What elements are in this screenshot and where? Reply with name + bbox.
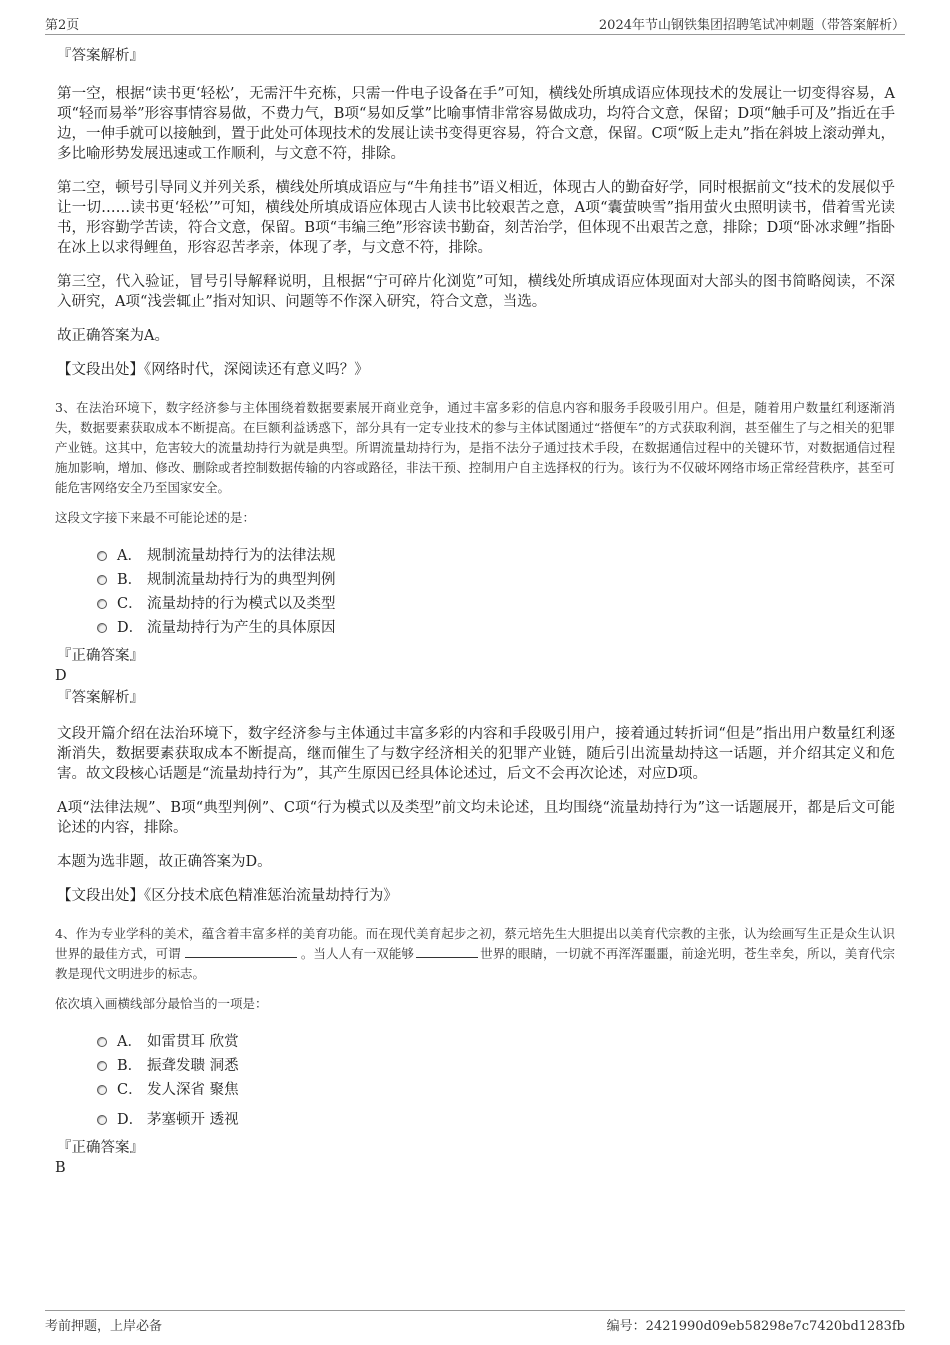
page-header bbox=[45, 14, 905, 35]
analysis-paragraph: 本题为选非题，故正确答案为D。 bbox=[57, 854, 272, 870]
option-text: 如雷贯耳 欣赏 bbox=[147, 1034, 239, 1050]
document-id: 编号：2421990d09eb58298e7c7420bd1283fb bbox=[606, 1319, 905, 1334]
option-list bbox=[97, 1030, 895, 1132]
correct-answer-value: B bbox=[55, 1160, 66, 1176]
question-stem: 4、作为专业学科的美术，蕴含着丰富多样的美育功能。而在现代美育起步之初，蔡元培先生大胆提出以美育代宗教的主张，认为绘画写生正是众生认识世界的最佳方式，可谓 。当人人有一双能够 世界的眼睛，一切就不再浑浑噩噩，前途光明，苍生幸矣，所以，美育代宗教是现代文明进步的标志。 bbox=[55, 926, 895, 981]
document-body bbox=[55, 46, 895, 1180]
radio-button[interactable] bbox=[97, 599, 107, 609]
option-text: 茅塞顿开 透视 bbox=[147, 1112, 239, 1128]
option-a[interactable]: A． 规制流量劫持行为的法律法规 bbox=[97, 544, 895, 568]
page-number: 第2页 bbox=[45, 18, 80, 33]
analysis-label: 『答案解析』 bbox=[57, 48, 144, 64]
analysis-paragraph: 第一空，根据“读书更‘轻松’，无需汗牛充栋，只需一件电子设备在手”可知，横线处所填成语应体现技术的发展让一切变得容易，A项“轻而易举”形容事情容易做，不费力气，B项“易如反掌”比喻事情非常容易做成功，均符合文意，保留；D项“触手可及”指近在手边，一伸手就可以接触到，置于此处可体现技术的发展让读书变得更容易，符合文意，保留。C项“阪上走丸”指在斜坡上滚动弹丸，多比喻形势发展迅速或工作顺利，与文意不符，排除。 bbox=[57, 86, 895, 162]
analysis-paragraph: 故正确答案为A。 bbox=[57, 328, 169, 344]
option-text: 规制流量劫持行为的典型判例 bbox=[147, 572, 336, 588]
option-list bbox=[97, 544, 895, 640]
option-d[interactable]: D． 流量劫持行为产生的具体原因 bbox=[97, 616, 895, 640]
radio-button[interactable] bbox=[97, 623, 107, 633]
radio-button[interactable] bbox=[97, 1061, 107, 1071]
page-footer bbox=[45, 1310, 905, 1333]
fill-blank bbox=[185, 945, 297, 958]
analysis-paragraph: A项“法律法规”、B项“典型判例”、C项“行为模式以及类型”前文均未论述，且均围绕“流量劫持行为”这一话题展开，都是后文可能论述的内容，排除。 bbox=[57, 800, 895, 836]
question-stem: 3、在法治环境下，数字经济参与主体围绕着数据要素展开商业竞争，通过丰富多彩的信息内容和服务手段吸引用户。但是，随着用户数量红利逐渐消失，数据要素获取成本不断提高。在巨额利益诱惑下，部分具有一定专业技术的参与主体试图通过“搭便车”的方式获取利润，甚至催生了与之相关的犯罪产业链。这其中，危害较大的流量劫持行为就是典型。所谓流量劫持行为，是指不法分子通过技术手段，在数据通信过程中的关键环节，对数据通信过程施加影响，增加、修改、删除或者控制数据传输的内容或路径，非法干预、控制用户自主选择权的行为。该行为不仅破坏网络市场正常经营秩序，甚至可能危害网络安全乃至国家安全。 bbox=[55, 400, 895, 495]
correct-answer-label: 『正确答案』 bbox=[57, 1140, 144, 1156]
radio-button[interactable] bbox=[97, 1037, 107, 1047]
radio-button[interactable] bbox=[97, 1115, 107, 1125]
analysis-paragraph: 第二空，顿号引导同义并列关系，横线处所填成语应与“牛角挂书”语义相近，体现古人的勤奋好学，同时根据前文“技术的发展似乎让一切……读书更‘轻松’”可知，横线处所填成语应体现古人读书比较艰苦之意，A项“囊萤映雪”指用萤火虫照明读书，借着雪光读书，形容勤学苦读，符合文意，保留。B项“韦编三绝”形容读书勤奋，刻苦治学，但体现不出艰苦之意，排除；D项“卧冰求鲤”指卧在冰上以求得鲤鱼，形容忍苦孝亲，体现了孝，与文意不符，排除。 bbox=[57, 180, 895, 256]
option-c[interactable]: C． 发人深省 聚焦 bbox=[97, 1078, 895, 1102]
document-title: 2024年节山钢铁集团招聘笔试冲刺题（带答案解析） bbox=[598, 18, 905, 33]
option-text: 流量劫持行为产生的具体原因 bbox=[147, 620, 336, 636]
option-d[interactable]: D． 茅塞顿开 透视 bbox=[97, 1108, 895, 1132]
option-c[interactable]: C． 流量劫持的行为模式以及类型 bbox=[97, 592, 895, 616]
footer-slogan: 考前押题，上岸必备 bbox=[45, 1319, 163, 1334]
option-text: 流量劫持的行为模式以及类型 bbox=[147, 596, 336, 612]
option-a[interactable]: A． 如雷贯耳 欣赏 bbox=[97, 1030, 895, 1054]
option-b[interactable]: B． 规制流量劫持行为的典型判例 bbox=[97, 568, 895, 592]
passage-source: 【文段出处】《区分技术底色精准惩治流量劫持行为》 bbox=[57, 888, 398, 904]
analysis-label: 『答案解析』 bbox=[57, 690, 144, 706]
option-text: 振聋发聩 洞悉 bbox=[147, 1058, 239, 1074]
radio-button[interactable] bbox=[97, 551, 107, 561]
correct-answer-value: D bbox=[55, 668, 67, 684]
fill-blank bbox=[416, 945, 478, 958]
radio-button[interactable] bbox=[97, 575, 107, 585]
radio-button[interactable] bbox=[97, 1085, 107, 1095]
option-text: 发人深省 聚焦 bbox=[147, 1082, 239, 1098]
correct-answer-label: 『正确答案』 bbox=[57, 648, 144, 664]
option-b[interactable]: B． 振聋发聩 洞悉 bbox=[97, 1054, 895, 1078]
option-text: 规制流量劫持行为的法律法规 bbox=[147, 548, 336, 564]
analysis-paragraph: 文段开篇介绍在法治环境下，数字经济参与主体通过丰富多彩的内容和手段吸引用户，接着通过转折词“但是”指出用户数量红利逐渐消失，数据要素获取成本不断提高，继而催生了与数字经济相关的犯罪产业链，随后引出流量劫持这一话题，并介绍其定义和危害。故文段核心话题是“流量劫持行为”，其产生原因已经具体论述过，后文不会再次论述，对应D项。 bbox=[57, 726, 895, 782]
question-prompt: 依次填入画横线部分最恰当的一项是： bbox=[55, 996, 268, 1011]
question-prompt: 这段文字接下来最不可能论述的是： bbox=[55, 510, 256, 525]
passage-source: 【文段出处】《网络时代，深阅读还有意义吗？》 bbox=[57, 362, 369, 378]
analysis-paragraph: 第三空，代入验证，冒号引导解释说明，且根据“宁可碎片化浏览”可知，横线处所填成语应体现面对大部头的图书简略阅读，不深入研究，A项“浅尝辄止”指对知识、问题等不作深入研究，符合文意，当选。 bbox=[57, 274, 895, 310]
